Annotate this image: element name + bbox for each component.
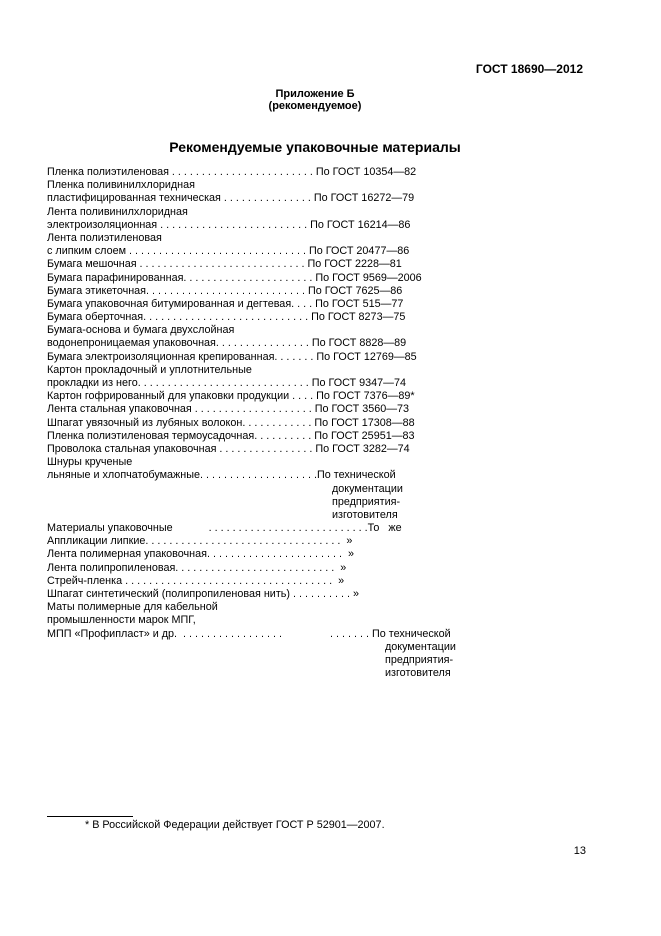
list-line: с липким слоем . . . . . . . . . . . . . . . . . . . . . . . . . . . . . . По ГОСТ 20477—86	[47, 245, 410, 258]
list-line: пластифицированная техническая . . . . . . . . . . . . . . . По ГОСТ 16272—79	[47, 192, 415, 205]
list-line: Пленка полиэтиленовая . . . . . . . . . . . . . . . . . . . . . . . . По ГОСТ 10354—82	[47, 166, 417, 178]
list-line: Шпагат синтетический (полипропиленовая нить) . . . . . . . . . . »	[47, 588, 359, 600]
list-line: электроизоляционная . . . . . . . . . . . . . . . . . . . . . . . . . По ГОСТ 16214—86	[47, 218, 411, 231]
page-title: Рекомендуемые упаковочные материалы	[169, 139, 461, 155]
list-line: Лента полипропиленовая. . . . . . . . . . . . . . . . . . . . . . . . . . . »	[47, 561, 347, 574]
list-line: льняные и хлопчатобумажные. . . . . . . . . . . . . . . . . . . .По технической	[47, 469, 396, 482]
list-line: Шпагат увязочный из лубяных волокон. . . . . . . . . . . . По ГОСТ 17308—88	[47, 416, 415, 429]
list-line: Материалы упаковочные . . . . . . . . . . . . . . . . . . . . . . . . . . .То же	[47, 522, 402, 535]
list-line: промышленности марок МПГ,	[47, 614, 196, 627]
list-line: Бумага электроизоляционная крепированная. . . . . . . По ГОСТ 12769—85	[47, 350, 417, 363]
list-line: изготовителя	[332, 508, 398, 521]
list-line: Картон прокладочный и уплотнительные	[47, 363, 252, 376]
list-line: Бумага мешочная . . . . . . . . . . . . . . . . . . . . . . . . . . . . По ГОСТ 2228—81	[47, 258, 402, 271]
list-line: Маты полимерные для кабельной	[47, 601, 218, 614]
annex-title: Приложение Б	[275, 88, 355, 100]
page-number: 13	[573, 845, 586, 857]
annex-subtitle: (рекомендуемое)	[268, 100, 362, 112]
list-line: Бумага оберточная. . . . . . . . . . . . . . . . . . . . . . . . . . . . По ГОСТ 8273—75	[47, 311, 406, 324]
list-line: документации	[385, 640, 456, 653]
list-line: Стрейч-пленка . . . . . . . . . . . . . . . . . . . . . . . . . . . . . . . . . . . »	[47, 574, 345, 587]
list-line: Лента полимерная упаковочная. . . . . . . . . . . . . . . . . . . . . . . »	[47, 548, 354, 561]
list-line: изготовителя	[385, 667, 451, 680]
list-line: Лента стальная упаковочная . . . . . . . . . . . . . . . . . . . . По ГОСТ 3560—73	[47, 403, 410, 416]
list-line: Лента полиэтиленовая	[47, 231, 162, 244]
list-line: предприятия-	[332, 495, 401, 508]
list-line: Пленка поливинилхлоридная	[47, 179, 195, 192]
list-line: предприятия-	[385, 653, 454, 666]
list-line: Проволока стальная упаковочная . . . . . . . . . . . . . . . . По ГОСТ 3282—74	[47, 442, 410, 455]
list-line: Лента поливинилхлоридная	[47, 205, 188, 218]
list-line: Бумага упаковочная битумированная и дегтевая. . . . По ГОСТ 515—77	[47, 297, 404, 310]
list-line: прокладки из него. . . . . . . . . . . . . . . . . . . . . . . . . . . . . По ГОСТ 9347—74	[47, 377, 406, 389]
list-line: Бумага этикеточная. . . . . . . . . . . . . . . . . . . . . . . . . . . По ГОСТ 7625—86	[47, 284, 403, 297]
list-line: Пленка полиэтиленовая термоусадочная. . . . . . . . . . По ГОСТ 25951—83	[47, 429, 415, 442]
document-code: ГОСТ 18690—2012	[475, 62, 583, 76]
list-line: Аппликации липкие. . . . . . . . . . . . . . . . . . . . . . . . . . . . . . . . . »	[47, 535, 353, 548]
footnote-divider	[47, 816, 133, 817]
footnote: * В Российской Федерации действует ГОСТ Р 52901—2007.	[85, 819, 385, 831]
list-line: МПП «Профипласт» и др. . . . . . . . . . . . . . . . . . . . . . . . . По технической	[47, 627, 451, 640]
list-line: водонепроницаемая упаковочная. . . . . . . . . . . . . . . . По ГОСТ 8828—89	[47, 337, 407, 350]
materials-list	[47, 166, 607, 680]
list-line: документации	[332, 482, 403, 495]
list-line: Бумага парафинированная. . . . . . . . . . . . . . . . . . . . . . По ГОСТ 9569—2006	[47, 271, 422, 284]
list-line: Шнуры крученые	[47, 456, 133, 469]
list-line: Бумага-основа и бумага двухслойная	[47, 324, 235, 337]
list-line: Картон гофрированный для упаковки продукции . . . . По ГОСТ 7376—89*	[47, 390, 415, 403]
